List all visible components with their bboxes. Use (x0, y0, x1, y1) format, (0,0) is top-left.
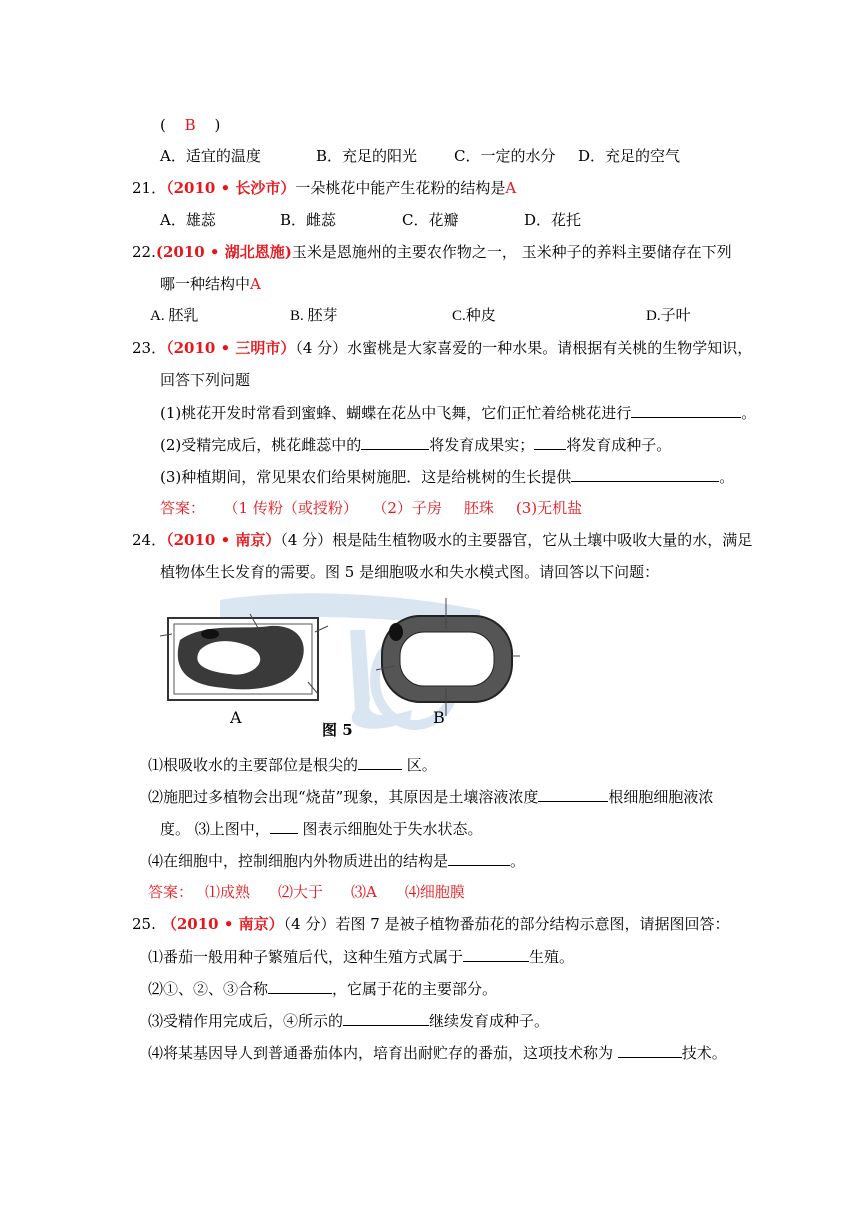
q25-part1: ⑴番茄一般用种子繁殖后代，这种生殖方式属于 生殖。 (148, 948, 575, 966)
cell-diagram (150, 590, 520, 740)
answer-label: 答案： (160, 499, 206, 517)
answer-blank[interactable] (270, 818, 298, 834)
option: D．花托 (524, 211, 582, 229)
q22-stem-line2: 哪一种结构中A (160, 275, 261, 293)
option: B. 胚芽 (290, 308, 338, 324)
answer-blank[interactable] (571, 466, 719, 482)
question-source: （2010 • 三明市） (166, 339, 296, 357)
option: A. 胚乳 (150, 308, 199, 324)
answer-blank[interactable] (538, 786, 608, 802)
question-number: 25. (132, 915, 156, 933)
cell-a (160, 614, 328, 700)
q24-part4: ⑷在细胞中，控制细胞内外物质进出的结构是 。 (148, 852, 526, 870)
answer-blank[interactable] (358, 754, 402, 770)
option: A．适宜的温度 (160, 147, 261, 165)
q22-options (150, 306, 691, 326)
option: C．一定的水分 (454, 147, 556, 165)
q25-part4: ⑷将某基因导人到普通番茄体内，培育出耐贮存的番茄，这项技术称为 技术。 (148, 1044, 727, 1062)
q24-stem: 24．（2010 • 南京）（4 分）根是陆生植物吸水的主要器官，它从土壤中吸收大量的水，满足 (132, 531, 753, 549)
q23-stem: 23．（2010 • 三明市）（4 分）水蜜桃是大家喜爱的一种水果。请根据有关桃的生物学知识， (132, 339, 753, 357)
q23-part1: (1)桃花开发时常看到蜜蜂、蝴蝶在花丛中飞舞，它们正忙着给桃花进行 。 (160, 404, 757, 422)
figure-caption: 图 5 (322, 721, 353, 739)
figure-5 (150, 590, 520, 740)
option: D．充足的空气 (578, 147, 681, 165)
q25-part2: ⑵①、②、③合称 ，它属于花的主要部分。 (148, 980, 498, 998)
figure-label-a: A (230, 708, 242, 727)
q24-stem-line2: 植物体生长发育的需要。图 5 是细胞吸水和失水模式图。请回答以下问题： (160, 563, 660, 581)
q23-answer-line: 答案： （1 传粉（或授粉） （2）子房 胚珠 (3)无机盐 (160, 499, 583, 517)
q24-part1: ⑴根吸收水的主要部位是根尖的 区。 (148, 756, 437, 774)
option: A．雄蕊 (160, 211, 216, 229)
question-number: 21． (132, 179, 167, 197)
q25-part3: ⑶受精作用完成后，④所示的 继续发育成种子。 (148, 1012, 550, 1030)
q20-answer: B (184, 116, 196, 134)
q21-answer: A (505, 179, 517, 197)
figure-label-b: B (433, 708, 445, 727)
answer-label: 答案： (148, 883, 194, 901)
question-source: （2010 • 南京） (161, 915, 284, 933)
answer-blank[interactable] (463, 946, 529, 962)
question-number: 22. (132, 243, 156, 261)
question-number: 24． (132, 531, 167, 549)
q22-stem: 22.(2010 • 湖北恩施)玉米是恩施州的主要农作物之一， 玉米种子的养料主要储存在下列 (132, 243, 732, 261)
q25-stem: 25. （2010 • 南京）（4 分）若图 7 是被子植物番茄花的部分结构示意图，请据图回答： (132, 915, 730, 933)
answer-blank[interactable] (534, 434, 566, 450)
q21-options (160, 210, 581, 230)
question-source: （2010 • 长沙市） (166, 179, 296, 197)
q23-stem-line2: 回答下列问题 (160, 371, 251, 389)
option: B．雌蕊 (280, 211, 337, 229)
question-number: 23． (132, 339, 167, 357)
q24-part2: ⑵施肥过多植物会出现“烧苗”现象，其原因是土壤溶液浓度 根细胞细胞液浓 (148, 788, 714, 806)
answer-blank[interactable] (268, 978, 332, 994)
q23-part3: (3)种植期间，常见果农们给果树施肥．这是给桃树的生长提供 。 (160, 468, 735, 486)
question-source: (2010 • 湖北恩施) (155, 243, 292, 261)
q22-answer: A (250, 275, 261, 293)
q23-part2: (2)受精完成后，桃花雌蕊中的 将发育成果实； 将发育成种子。 (160, 436, 672, 454)
option: B．充足的阳光 (316, 147, 418, 165)
answer-blank[interactable] (448, 850, 510, 866)
answer-blank[interactable] (361, 434, 429, 450)
answer-blank[interactable] (618, 1042, 682, 1058)
answer-blank[interactable] (343, 1010, 429, 1026)
q24-answer-line: 答案： ⑴成熟 ⑵大于 ⑶A ⑷细胞膜 (148, 883, 465, 901)
question-source: （2010 • 南京） (166, 531, 281, 549)
option: D.子叶 (646, 308, 691, 324)
answer-blank[interactable] (631, 402, 741, 418)
q20-answer-line: ( B ) (160, 116, 221, 134)
option: C.种皮 (452, 308, 496, 324)
q21-stem: 21．（2010 • 长沙市）一朵桃花中能产生花粉的结构是A (132, 179, 517, 197)
q20-options (160, 146, 680, 166)
q24-part3: 度。 ⑶上图中， 图表示细胞处于失水状态。 (160, 820, 483, 838)
option: C．花瓣 (402, 211, 459, 229)
